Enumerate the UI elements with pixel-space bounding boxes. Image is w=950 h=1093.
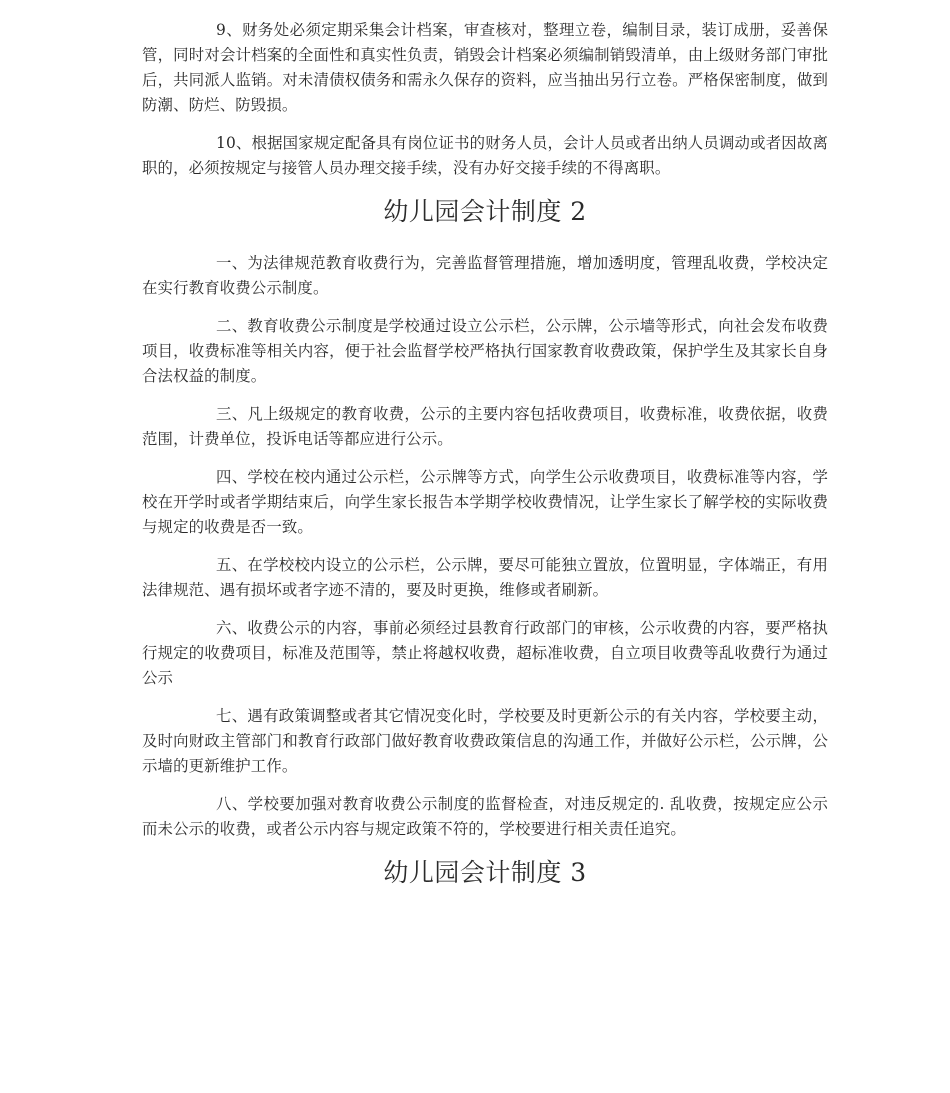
paragraph-9: 9、财务处必须定期采集会计档案，审查核对，整理立卷，编制目录，装订成册，妥善保管，同时对会计档案的全面性和真实性负责，销毁会计档案必须编制销毁清单，由上级财务部门审批后，共同派人监销。对未清债权债务和需永久保存的资料，应当抽出另行立卷。严格保密制度，做到防潮、防烂、防毁损。	[142, 21, 828, 114]
section-3-title: 幼儿园会计制度 3	[383, 858, 587, 887]
document-page	[142, 18, 828, 912]
section-2-title: 幼儿园会计制度 2	[383, 197, 587, 226]
section-2-paragraph-2: 二、教育收费公示制度是学校通过设立公示栏，公示牌，公示墙等形式，向社会发布收费项目，收费标准等相关内容，便于社会监督学校严格执行国家教育收费政策，保护学生及其家长自身合法权益的制度。	[142, 317, 828, 385]
section-2-paragraph-7: 七、遇有政策调整或者其它情况变化时，学校要及时更新公示的有关内容，学校要主动，及时向财政主管部门和教育行政部门做好教育收费政策信息的沟通工作，并做好公示栏，公示牌，公示墙的更新维护工作。	[142, 707, 828, 775]
section-2-paragraph-3: 三、凡上级规定的教育收费，公示的主要内容包括收费项目，收费标准，收费依据，收费范围，计费单位，投诉电话等都应进行公示。	[142, 405, 828, 448]
section-2-paragraph-4: 四、学校在校内通过公示栏，公示牌等方式，向学生公示收费项目，收费标准等内容，学校在开学时或者学期结束后，向学生家长报告本学期学校收费情况，让学生家长了解学校的实际收费与规定的收费是否一致。	[142, 468, 828, 536]
section-2-paragraph-5: 五、在学校校内设立的公示栏，公示牌，要尽可能独立置放，位置明显，字体端正，有用法律规范、遇有损坏或者字迹不清的，要及时更换，维修或者刷新。	[142, 556, 828, 599]
section-2-paragraph-6: 六、收费公示的内容，事前必须经过县教育行政部门的审核，公示收费的内容，要严格执行规定的收费项目，标准及范围等，禁止将越权收费，超标准收费，自立项目收费等乱收费行为通过公示	[142, 619, 828, 687]
section-2-paragraph-8: 八、学校要加强对教育收费公示制度的监督检查，对违反规定的. 乱收费，按规定应公示而未公示的收费，或者公示内容与规定政策不符的，学校要进行相关责任追究。	[142, 795, 828, 838]
section-2-paragraph-1: 一、为法律规范教育收费行为，完善监督管理措施，增加透明度，管理乱收费，学校决定在实行教育收费公示制度。	[142, 254, 828, 297]
paragraph-10: 10、根据国家规定配备具有岗位证书的财务人员，会计人员或者出纳人员调动或者因故离职的，必须按规定与接管人员办理交接手续，没有办好交接手续的不得离职。	[142, 134, 828, 177]
